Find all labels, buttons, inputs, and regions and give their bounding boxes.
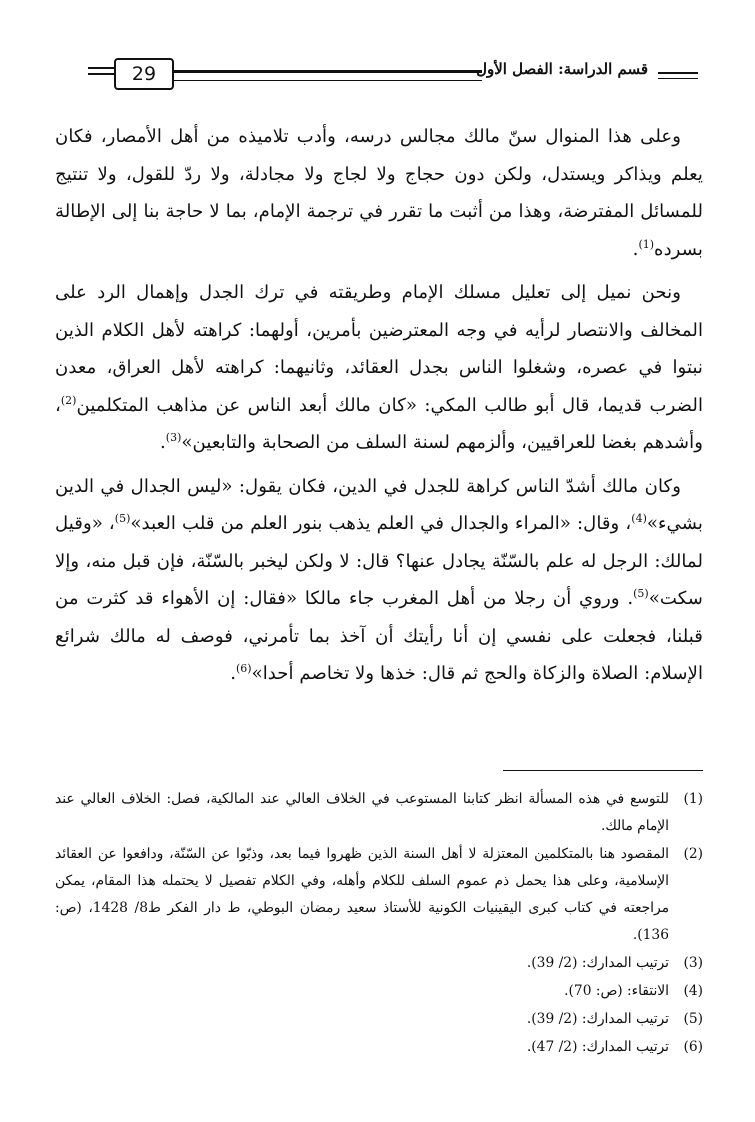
footnote-text: للتوسع في هذه المسألة انظر كتابنا المستوعب في الخلاف العالي عند المالكية، فصل: الخلاف العالي عند الإمام مالك. <box>55 791 669 834</box>
footnote-ref[interactable]: (6) <box>235 661 252 675</box>
header-rule-left <box>88 67 116 69</box>
footnote-separator <box>503 770 703 771</box>
footnote-ref[interactable]: (3) <box>165 430 182 444</box>
footnote-number: (1) <box>683 791 703 807</box>
footnote-ref[interactable]: (5) <box>114 511 131 525</box>
footnote-text: ترتيب المدارك: (2/ 47). <box>526 1039 669 1055</box>
footnote-text: ترتيب المدارك: (2/ 39). <box>526 955 669 971</box>
running-header <box>88 56 698 92</box>
footnote-text: ترتيب المدارك: (2/ 39). <box>526 1011 669 1027</box>
header-title: قسم الدراسة: الفصل الأول <box>476 60 648 78</box>
paragraph: وكان مالك أشدّ الناس كراهة للجدل في الدين، فكان يقول: «ليس الجدال في الدين بشيء»$^{(4)}$، وقال: «المراء والجدال في العلم يذهب بنور العلم من قلب العبد»$^{(5)}$، «وقيل لمالك: الرجل له علم بالسّنّة يجادل عنها؟ قال: لا ولكن ليخبر بالسّنّة، فإن قبل منه، وإلا سكت»$^{(5)}$. وروي أن رجلا من أهل المغرب جاء مالكا «فقال: إن الأهواء قد كثرت من قبلنا، فجعلت على نفسي إن أنا رأيتك أن آخذ بما تأمرني، فوصف له مالك شرائع الإسلام: الصلاة والزكاة والحج ثم قال: خذها ولا تخاصم أحدا»$^{(6)}$. <box>55 475 703 684</box>
footnote-text: الانتقاء: (ص: 70). <box>564 983 669 999</box>
footnote <box>55 950 703 977</box>
header-rule-right-lower <box>658 78 698 79</box>
footnote <box>55 978 703 1005</box>
paragraph: ونحن نميل إلى تعليل مسلك الإمام وطريقته في ترك الجدل وإهمال الرد على المخالف والانتصار لرأيه في وجه المعترضين بأمرين، أولهما: كراهته لأهل الكلام الذين نبتوا في عصره، وشغلوا الناس بجدل العقائد، وثانيهما: كراهته لأهل العراق، معدن الضرب قديما، قال أبو طالب المكي: «كان مالك أبعد الناس عن مذاهب المتكلمين$^{(2)}$، وأشدهم بغضا للعراقيين، وألزمهم لسنة السلف من الصحابة والتابعين»$^{(3)}$. <box>55 282 703 453</box>
header-rule-thin <box>172 80 482 81</box>
footnotes <box>55 786 703 1062</box>
header-rule-thick <box>172 70 482 73</box>
footnote-ref[interactable]: (2) <box>60 393 77 407</box>
header-rule-left-lower <box>88 73 116 75</box>
main-text <box>55 118 703 699</box>
footnote-number: (4) <box>683 983 703 999</box>
footnote <box>55 841 703 949</box>
paragraph: وعلى هذا المنوال سنّ مالك مجالس درسه، وأدب تلاميذه من أهل الأمصار، فكان يعلم ويذاكر ويستدل، ولكن دون حجاج ولا لجاج ولا مجادلة، ولا ردّ للقول، ولا تنتيج للمسائل المفترضة، وهذا من أثبت ما تقرر في ترجمة الإمام، بما لا حاجة بنا إلى الإطالة بسرده$^{(1)}$. <box>55 126 703 260</box>
footnote-number: (5) <box>683 1011 703 1027</box>
footnote-number: (3) <box>683 955 703 971</box>
footnote <box>55 786 703 840</box>
page-number: 29 <box>114 58 174 90</box>
footnote-ref[interactable]: (4) <box>631 511 647 525</box>
footnote-number: (2) <box>683 846 703 862</box>
header-rule-right <box>658 72 698 74</box>
footnote-ref[interactable]: (5) <box>633 586 649 600</box>
footnote <box>55 1006 703 1033</box>
footnote <box>55 1034 703 1061</box>
footnote-text: المقصود هنا بالمتكلمين المعتزلة لا أهل السنة الذين ظهروا فيما بعد، وذبّوا عن السّنّة، ودافعوا عن العقائد الإسلامية، وعلى هذا يحمل ذم عموم السلف للكلام وأهله، وفي الكلام تفصيل لا يحتمله هذا المقام، يمكن مراجعته في كتاب كبرى اليقينيات الكونية للأستاذ سعيد رمضان البوطي، ط دار الفكر ط8/ 1428، (ص: 136). <box>55 846 669 943</box>
footnote-ref[interactable]: (1) <box>638 237 655 251</box>
footnote-number: (6) <box>683 1039 703 1055</box>
